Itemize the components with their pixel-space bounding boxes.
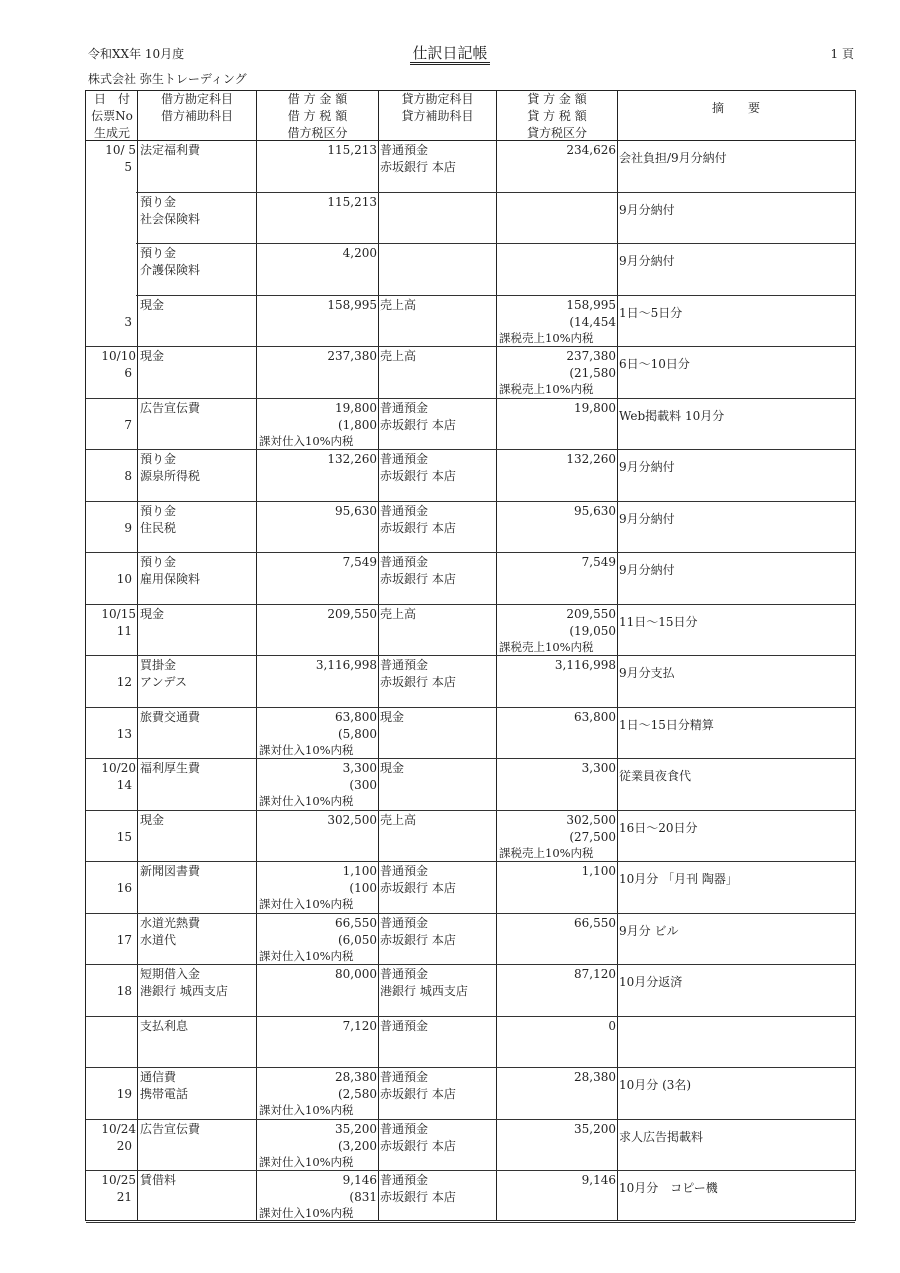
page-number: 1 頁 [830,47,854,61]
table-row [86,1171,855,1223]
debit-amount: 1,100 [342,864,377,878]
date-cell-merge [86,242,136,245]
debit-amount: 7,120 [342,1018,377,1033]
date-cell-merge [86,191,136,194]
debit-tax-class: 課対仕入10%内税 [259,742,354,757]
header-date [88,91,136,141]
credit-account: 普通預金 [380,555,429,569]
debit-amount: 3,116,998 [315,658,377,672]
voucher-number: 10 [116,572,132,586]
table-row [86,296,855,348]
credit-amount: 302,500 [566,812,616,827]
credit-tax-class: 課税売上10%内税 [499,382,594,396]
header-text: 貸方税区分 [526,126,587,140]
header-credit-amount [497,91,617,141]
memo: Web掲載料 10月分 [619,408,725,423]
table-row [86,759,855,811]
debit-tax-amount: (1,800 [337,417,377,432]
memo: 9月分 ビル [619,923,679,938]
credit-account: 普通預金 [380,1121,429,1136]
credit-account: 現金 [380,709,405,724]
credit-amount: 3,300 [581,761,616,775]
table-row [86,141,855,193]
voucher-number: 5 [124,160,132,174]
table-row [86,656,855,708]
voucher-number: 7 [124,417,132,432]
memo: 10月分 「月刊 陶器」 [619,872,738,886]
table-row [86,193,855,245]
credit-account: 売上高 [380,606,417,621]
credit-sub-account: 港銀行 城西支店 [380,984,468,998]
debit-account: 預り金 [140,194,177,209]
credit-account: 普通預金 [380,1018,429,1033]
memo: 求人広告掲載料 [619,1129,704,1144]
credit-tax-class: 課税売上10%内税 [499,845,594,860]
table-row [86,399,855,451]
debit-sub-account: アンデス [140,675,188,689]
credit-amount: 132,260 [566,452,616,466]
table-row [86,502,855,554]
debit-sub-account: 住民税 [140,520,177,535]
credit-account: 普通預金 [380,967,429,981]
credit-tax-class: 課税売上10%内税 [499,639,594,654]
debit-amount: 209,550 [327,606,377,621]
header-text: 借方勘定科目 [160,92,233,106]
credit-sub-account: 赤坂銀行 本店 [380,881,456,895]
debit-sub-account: 介護保険料 [140,263,201,277]
header-text: 貸 方 金 額 [527,92,587,106]
debit-amount: 80,000 [335,967,377,981]
voucher-number: 6 [124,366,132,380]
debit-amount: 3,300 [342,761,377,775]
debit-amount: 7,549 [342,555,377,569]
date-text: 10/20 [101,761,136,775]
voucher-number: 8 [124,469,132,483]
credit-sub-account: 赤坂銀行 本店 [380,932,456,947]
debit-amount: 132,260 [327,452,377,466]
voucher-number: 17 [116,932,132,947]
table-row [86,1017,855,1069]
debit-amount: 28,380 [335,1070,377,1084]
debit-tax-class: 課対仕入10%内税 [259,1206,354,1220]
memo: 6日～10日分 [619,357,690,371]
credit-amount: 0 [608,1018,616,1033]
header-text: 摘 要 [711,101,760,115]
credit-amount: 158,995 [566,297,616,312]
credit-amount: 19,800 [574,400,616,415]
credit-tax-class: 課税売上10%内税 [499,330,594,345]
credit-account: 現金 [380,761,405,775]
voucher-number: 15 [116,829,132,844]
memo: 9月分支払 [619,666,675,680]
debit-sub-account: 携帯電話 [140,1087,189,1101]
date-text: 10/15 [101,606,136,621]
memo: 10月分 (3名) [619,1078,692,1092]
header-debit-amount [257,91,378,141]
debit-sub-account: 雇用保険料 [140,572,201,586]
debit-tax-amount: (100 [349,881,377,895]
debit-account: 賃借料 [140,1173,177,1187]
debit-account: 預り金 [140,452,177,466]
debit-tax-class: 課対仕入10%内税 [259,433,354,448]
debit-tax-amount: (831 [349,1190,377,1204]
debit-tax-class: 課対仕入10%内税 [259,794,354,808]
debit-account: 福利厚生費 [140,761,201,775]
table-row [86,1120,855,1172]
table-row [86,914,855,966]
memo: 9月分納付 [619,254,675,268]
debit-account: 買掛金 [140,658,177,672]
debit-amount: 95,630 [335,503,377,518]
credit-tax-amount: (27,500 [569,829,616,844]
debit-account: 現金 [140,606,165,621]
table-row [86,708,855,760]
credit-account: 売上高 [380,349,417,363]
debit-tax-amount: (3,200 [337,1138,377,1153]
debit-sub-account: 社会保険料 [140,211,201,226]
credit-account: 売上高 [380,297,417,312]
debit-sub-account: 源泉所得税 [140,469,201,483]
table-row [86,347,855,399]
company-name: 株式会社 弥生トレーディング [88,72,247,86]
debit-account: 水道光熱費 [140,915,201,930]
voucher-number: 11 [116,623,132,638]
credit-amount: 7,549 [581,555,616,569]
header-text: 借 方 税 額 [287,109,348,123]
date-cell-merge [86,294,136,297]
credit-sub-account: 赤坂銀行 本店 [380,675,456,689]
credit-amount: 28,380 [574,1070,616,1084]
voucher-number: 16 [116,881,132,895]
memo: 9月分納付 [619,460,675,474]
debit-sub-account: 港銀行 城西支店 [140,984,228,998]
debit-account: 短期借入金 [140,967,201,981]
debit-tax-amount: (5,800 [337,726,377,741]
credit-sub-account: 赤坂銀行 本店 [380,160,456,174]
credit-amount: 3,116,998 [554,658,616,672]
credit-amount: 35,200 [574,1121,616,1136]
memo: 16日～20日分 [619,820,698,835]
header-text: 借方補助科目 [160,109,233,123]
debit-amount: 4,200 [342,246,377,260]
memo: 10月分 コピー機 [619,1181,718,1195]
header-text: 借方税区分 [287,126,348,140]
voucher-number: 14 [116,778,132,792]
table-row [86,605,855,657]
debit-account: 広告宣伝費 [140,1121,201,1136]
header-text: 貸 方 税 額 [527,109,587,123]
credit-sub-account: 赤坂銀行 本店 [380,572,456,586]
voucher-number: 19 [116,1087,132,1101]
credit-account: 普通預金 [380,503,429,518]
date-text: 10/24 [101,1121,136,1136]
debit-account: 法定福利費 [140,143,201,157]
voucher-number: 9 [124,520,132,535]
table-row [86,862,855,914]
header-text: 貸方勘定科目 [401,92,474,106]
credit-account: 普通預金 [380,143,429,157]
journal-table [85,90,856,1221]
debit-account: 旅費交通費 [140,709,201,724]
credit-tax-amount: (14,454 [569,314,616,329]
debit-tax-amount: (300 [349,778,377,792]
debit-sub-account: 水道代 [140,932,177,947]
credit-amount: 87,120 [574,967,616,981]
voucher-number: 13 [116,726,132,741]
credit-account: 普通預金 [380,400,429,415]
voucher-number: 12 [116,675,132,689]
debit-account: 通信費 [140,1070,177,1084]
document-title [0,42,900,63]
debit-amount: 115,213 [327,194,377,209]
header-debit-account [138,91,256,141]
table-row [86,811,855,863]
credit-amount: 237,380 [566,349,616,363]
credit-account: 普通預金 [380,915,429,930]
credit-sub-account: 赤坂銀行 本店 [380,417,456,432]
memo: 10月分返済 [619,975,683,989]
debit-tax-class: 課対仕入10%内税 [259,948,354,963]
debit-amount: 35,200 [335,1121,377,1136]
credit-amount: 1,100 [581,864,616,878]
credit-account: 普通預金 [380,864,429,878]
period-label: 令和XX年 10月度 [88,47,185,61]
voucher-number: 3 [124,314,132,329]
debit-amount: 158,995 [327,297,377,312]
header-text: 伝票No [91,109,133,123]
credit-amount: 234,626 [566,143,616,157]
debit-tax-class: 課対仕入10%内税 [259,1103,354,1117]
debit-account: 現金 [140,349,165,363]
table-header [86,91,855,141]
debit-tax-class: 課対仕入10%内税 [259,1154,354,1169]
credit-sub-account: 赤坂銀行 本店 [380,1087,456,1101]
debit-account: 支払利息 [140,1018,189,1033]
memo: 会社負担/9月分納付 [619,151,727,165]
memo: 従業員夜食代 [619,769,692,783]
memo: 11日～15日分 [619,614,698,629]
table-row [86,553,855,605]
debit-tax-amount: (6,050 [337,932,377,947]
debit-amount: 302,500 [327,812,377,827]
debit-amount: 63,800 [335,709,377,724]
debit-amount: 9,146 [342,1173,377,1187]
debit-account: 新聞図書費 [140,864,201,878]
header-credit-account [379,91,496,141]
document-title-text: 仕訳日記帳 [410,44,489,65]
table-row [86,244,855,296]
credit-amount: 9,146 [581,1173,616,1187]
credit-amount: 209,550 [566,606,616,621]
debit-amount: 237,380 [327,349,377,363]
voucher-number: 21 [116,1190,132,1204]
debit-amount: 19,800 [335,400,377,415]
credit-sub-account: 赤坂銀行 本店 [380,1138,456,1153]
date-text: 10/ 5 [105,143,136,157]
credit-sub-account: 赤坂銀行 本店 [380,1190,456,1204]
debit-tax-class: 課対仕入10%内税 [259,897,354,911]
debit-account: 広告宣伝費 [140,400,201,415]
memo: 9月分納付 [619,563,675,577]
voucher-number: 20 [116,1138,132,1153]
debit-amount: 115,213 [327,143,377,157]
debit-account: 現金 [140,812,165,827]
credit-account: 普通預金 [380,452,429,466]
date-text: 10/10 [101,349,136,363]
credit-amount: 66,550 [574,915,616,930]
credit-amount: 63,800 [574,709,616,724]
memo: 9月分納付 [619,511,675,526]
header-text: 日 付 [93,92,130,106]
credit-sub-account: 赤坂銀行 本店 [380,469,456,483]
credit-account: 普通預金 [380,1070,429,1084]
table-row [86,965,855,1017]
credit-account: 普通預金 [380,658,429,672]
memo: 1日～15日分精算 [619,717,714,732]
credit-tax-amount: (19,050 [569,623,616,638]
date-text: 10/25 [101,1173,136,1187]
header-text: 借 方 金 額 [287,92,348,106]
memo: 9月分納付 [619,202,675,217]
memo: 1日～5日分 [619,305,683,320]
credit-amount: 95,630 [574,503,616,518]
header-text: 貸方補助科目 [401,109,474,123]
table-row [86,450,855,502]
debit-account: 預り金 [140,246,177,260]
credit-account: 売上高 [380,812,417,827]
table-row [86,1068,855,1120]
voucher-number: 18 [116,984,132,998]
credit-sub-account: 赤坂銀行 本店 [380,520,456,535]
credit-tax-amount: (21,580 [569,366,616,380]
debit-amount: 66,550 [335,915,377,930]
debit-account: 現金 [140,297,165,312]
header-text: 生成元 [93,126,130,140]
debit-account: 預り金 [140,555,177,569]
debit-account: 預り金 [140,503,177,518]
credit-account: 普通預金 [380,1173,429,1187]
debit-tax-amount: (2,580 [337,1087,377,1101]
